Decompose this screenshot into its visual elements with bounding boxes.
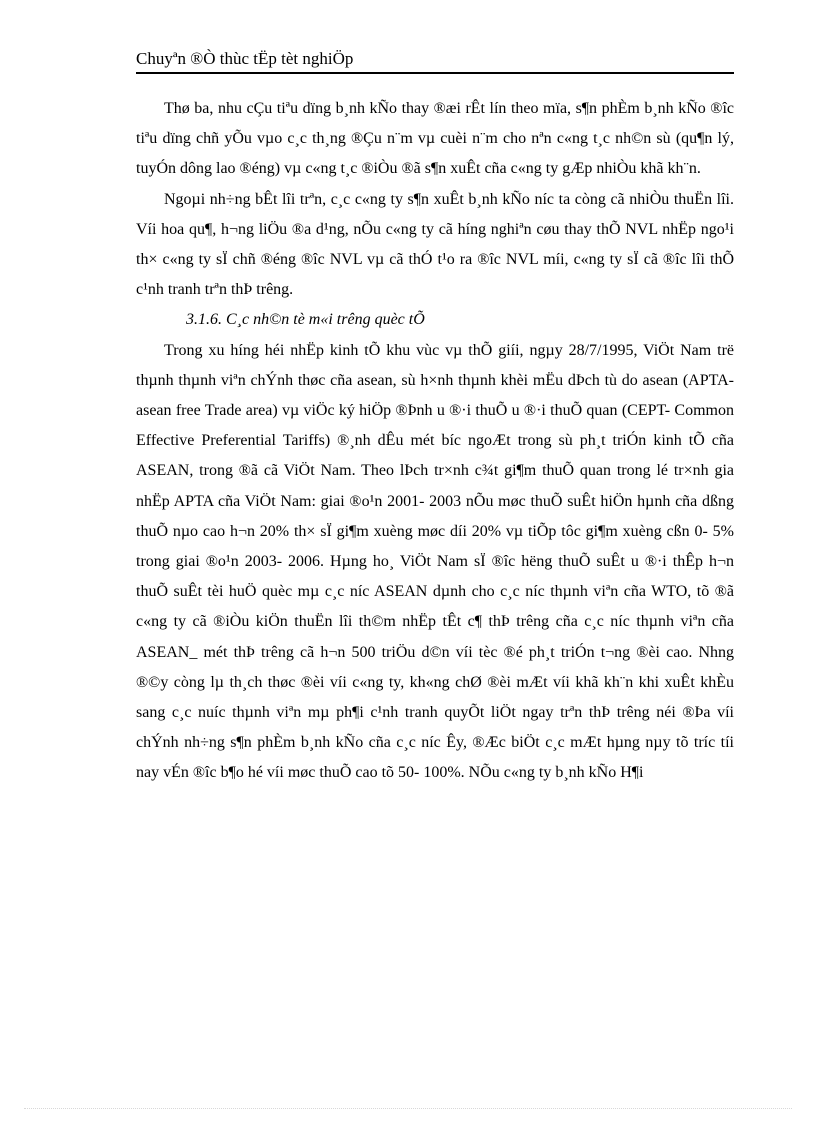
page-body <box>136 94 734 789</box>
header-title: Chuyªn ®Ò thùc tËp tèt nghiÖp <box>136 49 354 68</box>
page-bottom-divider <box>24 1108 792 1109</box>
paragraph-international-integration: Trong xu híng héi nhËp kinh tÕ khu vùc vµ thÕ giíi, ngµy 28/7/1995, ViÖt Nam trë thµnh thµnh viªn chÝnh thøc cña asean, sù h×nh thµnh khèi mËu dÞch tù do asean (APTA- asean free Trade area) vµ viÖc ký hiÖp ®Þnh u ®·i thuÕ u ®·i thuÕ quan (CEPT- Common Effective Preferential Tariffs) ®¸nh dÊu mét bíc ngoÆt trong sù ph¸t triÓn kinh tÕ cña ASEAN, trong ®ã cã ViÖt Nam. Theo lÞch tr×nh c¾t gi¶m thuÕ quan trong lé tr×nh gia nhËp APTA cña ViÖt Nam: giai ®o¹n 2001- 2003 nÕu møc thuÕ suÊt hiÖn hµnh cña dßng thuÕ nµo cao h¬n 20% th× sÏ gi¶m xuèng møc díi 20% vµ tiÕp tôc gi¶m xuèng cßn 0- 5% trong giai ®o¹n 2003- 2006. Hµng ho¸ ViÖt Nam sÏ ®îc hëng thuÕ suÊt u ®·i thÊp h¬n thuÕ suÊt tèi huÖ quèc mµ c¸c níc ASEAN dµnh cho c¸c níc thµnh viªn cña WTO, tõ ®ã c«ng ty cã ®iÒu kiÖn thuËn lîi th©m nhËp tÊt c¶ thÞ trêng cña c¸c níc thµnh viªn cña ASEAN_ mét thÞ trêng cã h¬n 500 triÖu d©n víi tèc ®é ph¸t triÓn t¬ng ®èi cao. Nhng ®©y còng lµ th¸ch thøc ®èi víi c«ng ty, kh«ng chØ ®èi mÆt víi khã kh¨n khi xuÊt khÈu sang c¸c nuíc thµnh viªn mµ ph¶i c¹nh tranh quyÕt liÖt ngay trªn thÞ trêng néi ®Þa víi chÝnh nh÷ng s¶n phÈm b¸nh kÑo cña c¸c níc Êy, ®Æc biÖt c¸c mÆt hµng nµy tõ tríc tíi nay vÉn ®îc b¶o hé víi møc thuÕ cao tõ 50- 100%. NÕu c«ng ty b¸nh kÑo H¶i <box>136 341 734 782</box>
paragraph-consumption-seasonality: Thø ba, nhu cÇu tiªu dïng b¸nh kÑo thay ®æi rÊt lín theo mïa, s¶n phÈm b¸nh kÑo ®îc tiªu dïng chñ yÕu vµo c¸c th¸ng ®Çu n¨m vµ cuèi n¨m cho nªn c«ng t¸c nh©n sù (qu¶n lý, tuyÓn dông lao ®éng) vµ c«ng t¸c ®iÒu ®ã s¶n xuÊt cña c«ng ty gÆp nhiÒu khã kh¨n. <box>136 100 734 178</box>
paragraph-domestic-advantages: Ngoµi nh÷ng bÊt lîi trªn, c¸c c«ng ty s¶n xuÊt b¸nh kÑo níc ta còng cã nhiÒu thuËn lîi. Víi hoa qu¶, h¬ng liÖu ®a d¹ng, nÕu c«ng ty cã híng nghiªn cøu thay thÕ NVL nhËp ngo¹i th× c«ng ty sÏ chñ ®éng ®îc NVL vµ cã thÓ t¹o ra ®îc NVL míi, c«ng ty sÏ cã ®îc lîi thÕ c¹nh tranh trªn thÞ trêng. <box>136 190 734 299</box>
section-heading-international-factors: 3.1.6. C¸c nh©n tè m«i trêng quèc tÕ <box>186 311 425 329</box>
page-header <box>136 48 734 74</box>
